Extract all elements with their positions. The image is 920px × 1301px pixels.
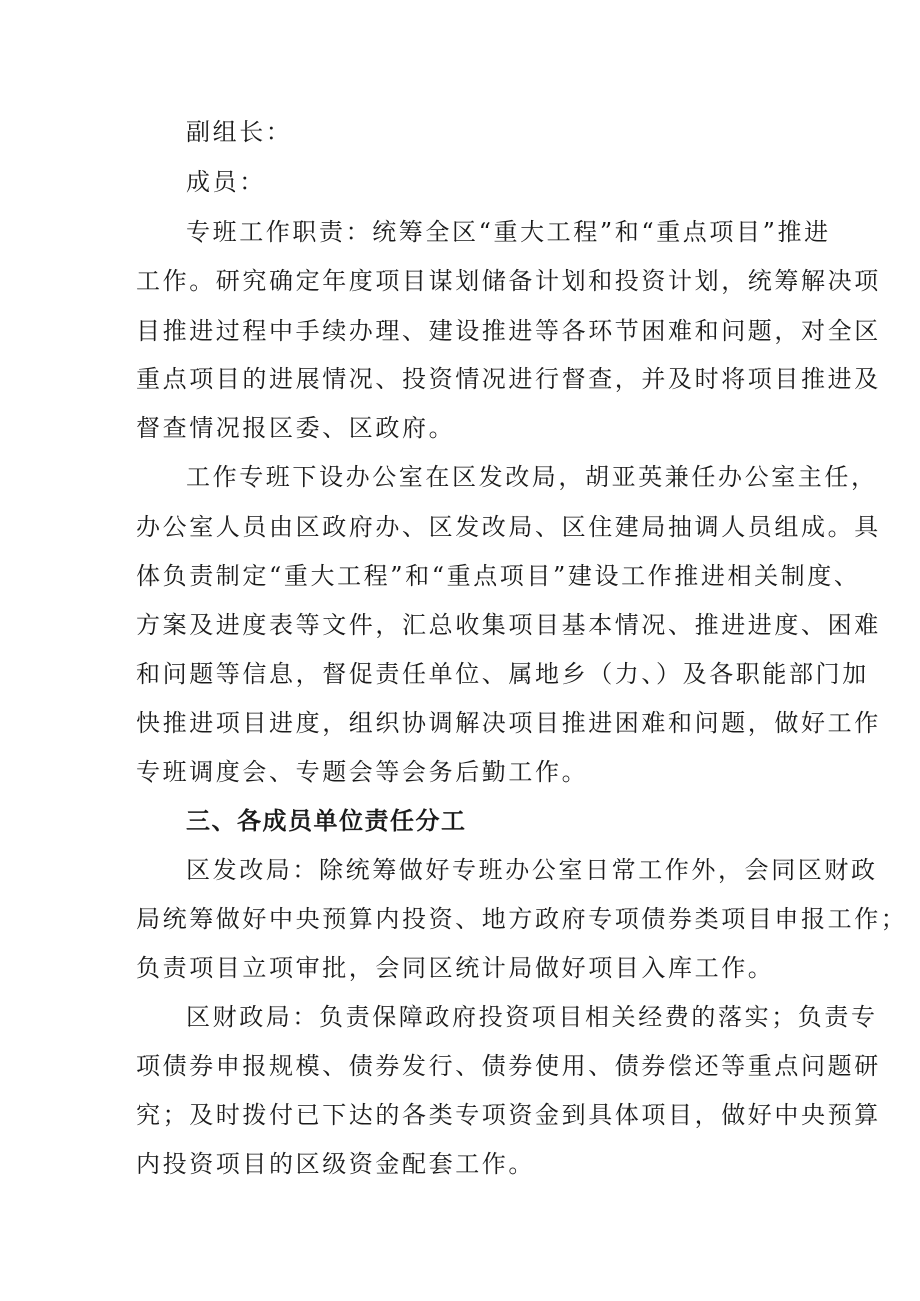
paragraph-line: 体负责制定“重大工程”和“重点项目”建设工作推进相关制度、 bbox=[136, 562, 861, 590]
section-heading: 三、各成员单位责任分工 bbox=[186, 807, 467, 835]
paragraph-line: 督查情况报区委、区政府。 bbox=[136, 414, 456, 442]
paragraph-line: 区发改局：除统筹做好专班办公室日常工作外，会同区财政 bbox=[186, 856, 878, 884]
paragraph-line: 重点项目的进展情况、投资情况进行督查，并及时将项目推进及 bbox=[136, 365, 881, 393]
paragraph-line: 专班调度会、专题会等会务后勤工作。 bbox=[136, 758, 589, 786]
paragraph-line: 快推进项目进度，组织协调解决项目推进困难和问题，做好工作 bbox=[136, 709, 881, 737]
paragraph-line: 工作专班下设办公室在区发改局，胡亚英兼任办公室主任， bbox=[186, 463, 878, 491]
paragraph-line: 工作。研究确定年度项目谋划储备计划和投资计划，统筹解决项 bbox=[136, 267, 881, 295]
paragraph-line: 区财政局：负责保障政府投资项目相关经费的落实；负责专 bbox=[186, 1003, 878, 1031]
paragraph-line: 究；及时拨付已下达的各类专项资金到具体项目，做好中央预算 bbox=[136, 1101, 881, 1129]
paragraph-line: 方案及进度表等文件，汇总收集项目基本情况、推进进度、困难 bbox=[136, 611, 881, 639]
paragraph-line: 负责项目立项审批，会同区统计局做好项目入库工作。 bbox=[136, 954, 775, 982]
paragraph-line: 目推进过程中手续办理、建设推进等各环节困难和问题，对全区 bbox=[136, 317, 881, 345]
members-label: 成员： bbox=[186, 168, 266, 196]
paragraph-line: 和问题等信息，督促责任单位、属地乡（力、）及各职能部门加 bbox=[136, 660, 869, 688]
vice-leader-label: 副组长： bbox=[186, 118, 293, 146]
paragraph-line: 项债券申报规模、债券发行、债券使用、债券偿还等重点问题研 bbox=[136, 1052, 881, 1080]
paragraph-line: 内投资项目的区级资金配套工作。 bbox=[136, 1150, 535, 1178]
paragraph-line: 办公室人员由区政府办、区发改局、区住建局抽调人员组成。具 bbox=[136, 513, 881, 541]
paragraph-line: 局统筹做好中央预算内投资、地方政府专项债券类项目申报工作； bbox=[136, 905, 908, 933]
paragraph-line: 专班工作职责：统筹全区“重大工程”和“重点项目”推进 bbox=[186, 218, 831, 246]
